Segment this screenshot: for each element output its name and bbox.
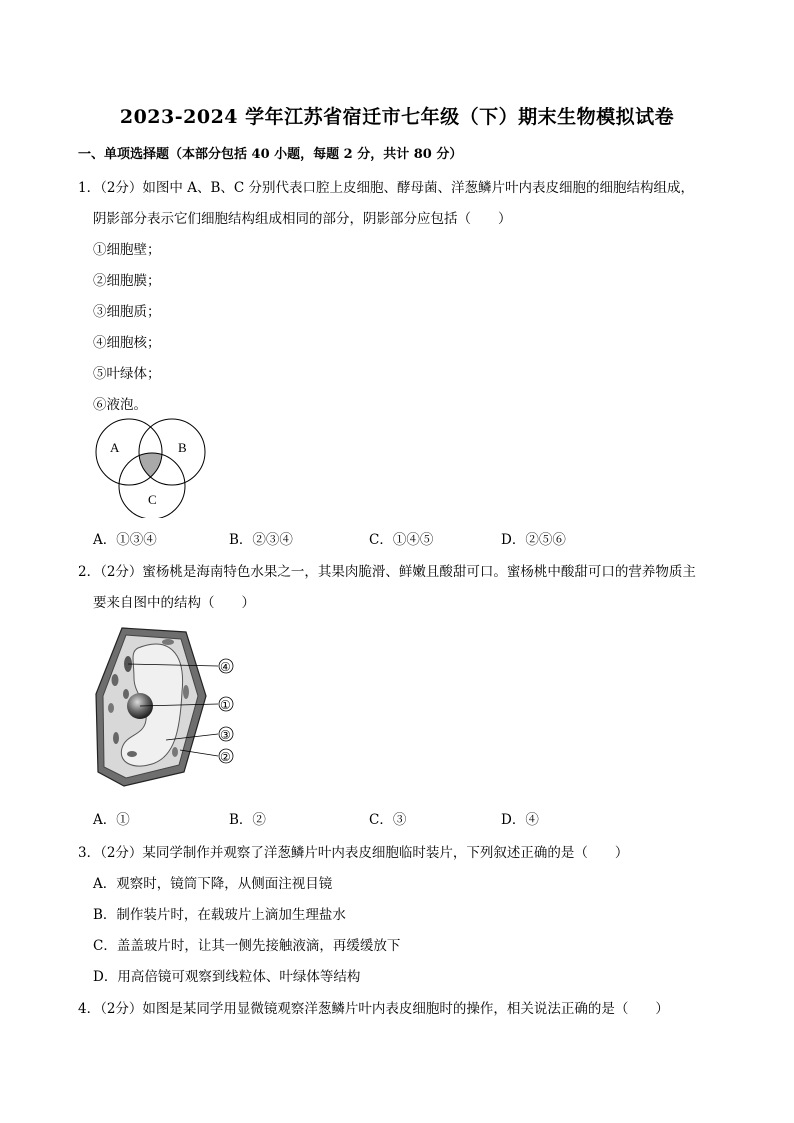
option-d[interactable]: D．④ xyxy=(501,812,539,828)
venn-circle-b xyxy=(139,419,205,485)
label-2: ② xyxy=(220,750,231,764)
question-1-item: ④细胞核； xyxy=(93,335,161,351)
question-3-stem: 3．（2分）某同学制作并观察了洋葱鳞片叶内表皮细胞临时装片，下列叙述正确的是（ ） xyxy=(78,845,629,861)
question-1-item: ⑥液泡。 xyxy=(93,397,147,413)
venn-label-a: A xyxy=(110,440,120,455)
option-b[interactable]: B．制作装片时，在载玻片上滴加生理盐水 xyxy=(93,907,346,923)
chloroplast xyxy=(112,674,119,686)
question-2-stem-line2: 要来自图中的结构（ ） xyxy=(93,595,255,611)
option-a[interactable]: A．观察时，镜筒下降，从侧面注视目镜 xyxy=(93,876,333,892)
question-1-stem-line2: 阴影部分表示它们细胞结构组成相同的部分，阴影部分应包括（ ） xyxy=(93,211,512,227)
venn-label-c: C xyxy=(148,492,157,507)
question-1-stem-line1: 1．（2分）如图中 A、B、C 分别代表口腔上皮细胞、酵母菌、洋葱鳞片叶内表皮细胞的细胞结构组成， xyxy=(78,180,695,196)
label-3: ③ xyxy=(220,728,231,742)
chloroplast xyxy=(162,639,174,645)
section-heading: 一、单项选择题（本部分包括 40 小题，每题 2 分，共计 80 分） xyxy=(78,147,463,162)
option-b[interactable]: B．②③④ xyxy=(229,532,293,548)
option-c[interactable]: C．③ xyxy=(369,812,407,828)
option-c[interactable]: C．盖盖玻片时，让其一侧先接触液滴，再缓缓放下 xyxy=(93,938,401,954)
chloroplast xyxy=(113,732,119,744)
venn-diagram xyxy=(92,418,212,518)
question-2-stem-line1: 2．（2分）蜜杨桃是海南特色水果之一，其果肉脆滑、鲜嫩且酸甜可口。蜜杨桃中酸甜可口的营养物质主 xyxy=(78,564,696,580)
option-b[interactable]: B．② xyxy=(229,812,266,828)
option-d[interactable]: D．②⑤⑥ xyxy=(501,532,566,548)
question-1-item: ⑤叶绿体； xyxy=(93,366,161,382)
question-4-stem: 4．（2分）如图是某同学用显微镜观察洋葱鳞片叶内表皮细胞时的操作，相关说法正确的是（ ） xyxy=(78,1001,669,1017)
venn-circle-a xyxy=(96,419,162,485)
chloroplast xyxy=(172,747,178,757)
plant-cell-diagram xyxy=(88,622,248,792)
label-4: ④ xyxy=(220,660,231,674)
option-d[interactable]: D．用高倍镜可观察到线粒体、叶绿体等结构 xyxy=(93,969,361,985)
question-1-item: ③细胞质； xyxy=(93,304,161,320)
option-c[interactable]: C．①④⑤ xyxy=(369,532,434,548)
question-1-item: ①细胞壁； xyxy=(93,242,161,258)
chloroplast xyxy=(183,685,189,699)
page-title: 2023-2024 学年江苏省宿迁市七年级（下）期末生物模拟试卷 xyxy=(119,106,675,128)
venn-label-b: B xyxy=(178,440,187,455)
chloroplast xyxy=(127,751,137,757)
chloroplast xyxy=(108,703,114,713)
label-1: ① xyxy=(220,698,231,712)
question-1-item: ②细胞膜； xyxy=(93,273,161,289)
option-a[interactable]: A．①③④ xyxy=(93,532,157,548)
option-a[interactable]: A．① xyxy=(93,812,130,828)
chloroplast xyxy=(123,689,129,699)
